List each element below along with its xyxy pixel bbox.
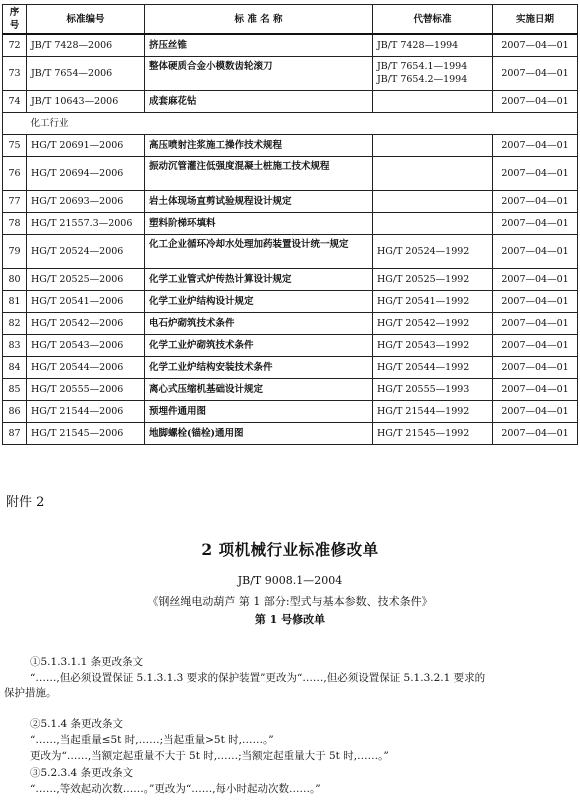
- cell-date: 2007—04—01: [493, 90, 578, 112]
- cell-replaced: JB/T 7654.1—1994 JB/T 7654.2—1994: [373, 56, 493, 90]
- section-spacer: [3, 112, 27, 134]
- cell-code: HG/T 21557.3—2006: [27, 212, 145, 234]
- cell-replaced: HG/T 20524—1992: [373, 234, 493, 268]
- table-header-row: [3, 5, 578, 35]
- cell-replaced: HG/T 20544—1992: [373, 356, 493, 378]
- cell-no: 73: [3, 56, 27, 90]
- cell-name: 高压喷射注浆施工操作技术规程: [145, 134, 373, 156]
- cell-name: 离心式压缩机基础设计规定: [145, 378, 373, 400]
- paragraph-1: ①5.1.3.1.1 条更改条文: [30, 656, 144, 668]
- cell-replaced: HG/T 21545—1992: [373, 422, 493, 444]
- cell-no: 86: [3, 400, 27, 422]
- paragraph-7: ③5.2.3.4 条更改条文: [30, 767, 134, 779]
- cell-no: 74: [3, 90, 27, 112]
- cell-name: 化学工业炉结构安装技术条件: [145, 356, 373, 378]
- cell-date: 2007—04—01: [493, 378, 578, 400]
- cell-no: 72: [3, 34, 27, 56]
- standard-title: 《钢丝绳电动葫芦 第 1 部分:型式与基本参数、技术条件》: [147, 595, 433, 608]
- cell-name: 整体硬质合金小模数齿轮滚刀: [145, 56, 373, 90]
- cell-replaced: [373, 190, 493, 212]
- cell-no: 84: [3, 356, 27, 378]
- cell-name: 化工企业循环冷却水处理加药装置设计统一规定: [145, 234, 373, 268]
- cell-name: 化学工业炉结构设计规定: [145, 290, 373, 312]
- cell-replaced: HG/T 20525—1992: [373, 268, 493, 290]
- cell-no: 82: [3, 312, 27, 334]
- cell-no: 83: [3, 334, 27, 356]
- header-no: 序号: [3, 5, 27, 35]
- cell-no: 76: [3, 156, 27, 190]
- cell-code: HG/T 21545—2006: [27, 422, 145, 444]
- table-row: [3, 312, 578, 334]
- standards-table: [2, 4, 578, 445]
- cell-code: HG/T 20542—2006: [27, 312, 145, 334]
- table-row: [3, 378, 578, 400]
- cell-replaced: HG/T 21544—1992: [373, 400, 493, 422]
- cell-date: 2007—04—01: [493, 312, 578, 334]
- cell-date: 2007—04—01: [493, 134, 578, 156]
- table-row: [3, 334, 578, 356]
- paragraph-3: 保护措施。: [4, 687, 57, 699]
- cell-code: HG/T 20691—2006: [27, 134, 145, 156]
- cell-name: 化学工业炉砌筑技术条件: [145, 334, 373, 356]
- cell-no: 75: [3, 134, 27, 156]
- cell-date: 2007—04—01: [493, 190, 578, 212]
- cell-code: HG/T 20693—2006: [27, 190, 145, 212]
- section-label: 化工行业: [27, 112, 578, 134]
- cell-name: 化学工业管式炉传热计算设计规定: [145, 268, 373, 290]
- paragraph-5: “……,当起重量≤5t 时,……;当起重量>5t 时,……。”: [30, 734, 274, 746]
- cell-name: 地脚螺栓(锚栓)通用图: [145, 422, 373, 444]
- cell-date: 2007—04—01: [493, 400, 578, 422]
- paragraph-6: 更改为“……,当额定起重量不大于 5t 时,……;当额定起重量大于 5t 时,……。”: [30, 750, 389, 762]
- cell-replaced: HG/T 20543—1992: [373, 334, 493, 356]
- table-row: [3, 212, 578, 234]
- cell-replaced: [373, 134, 493, 156]
- cell-name: 成套麻花钻: [145, 90, 373, 112]
- cell-replaced: [373, 90, 493, 112]
- table-row: [3, 56, 578, 90]
- table-row: [3, 190, 578, 212]
- cell-code: JB/T 7428—2006: [27, 34, 145, 56]
- cell-date: 2007—04—01: [493, 356, 578, 378]
- standard-number: JB/T 9008.1—2004: [237, 574, 343, 587]
- cell-code: HG/T 20694—2006: [27, 156, 145, 190]
- cell-date: 2007—04—01: [493, 290, 578, 312]
- table-row: [3, 268, 578, 290]
- header-replaced: 代替标准: [373, 5, 493, 35]
- table-row: [3, 34, 578, 56]
- header-code: 标准编号: [27, 5, 145, 35]
- cell-replaced: [373, 156, 493, 190]
- table-row: [3, 356, 578, 378]
- cell-code: HG/T 20541—2006: [27, 290, 145, 312]
- cell-code: HG/T 20525—2006: [27, 268, 145, 290]
- cell-no: 78: [3, 212, 27, 234]
- table-row: [3, 134, 578, 156]
- cell-code: JB/T 7654—2006: [27, 56, 145, 90]
- cell-replaced: [373, 212, 493, 234]
- cell-date: 2007—04—01: [493, 56, 578, 90]
- cell-date: 2007—04—01: [493, 34, 578, 56]
- cell-date: 2007—04—01: [493, 268, 578, 290]
- cell-name: 挤压丝锥: [145, 34, 373, 56]
- cell-no: 80: [3, 268, 27, 290]
- cell-no: 87: [3, 422, 27, 444]
- cell-no: 79: [3, 234, 27, 268]
- cell-code: HG/T 21544—2006: [27, 400, 145, 422]
- paragraph-4: ②5.1.4 条更改条文: [30, 718, 124, 730]
- paragraph-8: “……,等效起动次数……。”更改为“……,每小时起动次数……。”: [30, 783, 321, 795]
- cell-code: HG/T 20543—2006: [27, 334, 145, 356]
- amendment-number: 第 1 号修改单: [254, 613, 326, 626]
- section-row: [3, 112, 578, 134]
- cell-name: 塑料阶梯环填料: [145, 212, 373, 234]
- paragraph-2: “……,但必须设置保证 5.1.3.1.3 要求的保护装置”更改为“……,但必须设置保证 5.1.3.2.1 要求的: [30, 672, 486, 684]
- cell-replaced: HG/T 20542—1992: [373, 312, 493, 334]
- table-row: [3, 400, 578, 422]
- cell-code: HG/T 20555—2006: [27, 378, 145, 400]
- cell-code: HG/T 20524—2006: [27, 234, 145, 268]
- cell-replaced: HG/T 20541—1992: [373, 290, 493, 312]
- table-row: [3, 422, 578, 444]
- header-name: 标 准 名 称: [145, 5, 373, 35]
- table-row: [3, 234, 578, 268]
- cell-replaced: HG/T 20555—1993: [373, 378, 493, 400]
- cell-name: 振动沉管灌注低强度混凝土桩施工技术规程: [145, 156, 373, 190]
- table-row: [3, 156, 578, 190]
- cell-no: 81: [3, 290, 27, 312]
- cell-code: HG/T 20544—2006: [27, 356, 145, 378]
- header-date: 实施日期: [493, 5, 578, 35]
- cell-name: 岩土体现场直剪试验规程设计规定: [145, 190, 373, 212]
- cell-name: 预埋件通用图: [145, 400, 373, 422]
- cell-date: 2007—04—01: [493, 422, 578, 444]
- cell-replaced: JB/T 7428—1994: [373, 34, 493, 56]
- attachment-label: 附件 2: [6, 495, 45, 510]
- cell-no: 85: [3, 378, 27, 400]
- cell-date: 2007—04—01: [493, 234, 578, 268]
- cell-date: 2007—04—01: [493, 212, 578, 234]
- cell-code: JB/T 10643—2006: [27, 90, 145, 112]
- cell-name: 电石炉砌筑技术条件: [145, 312, 373, 334]
- table-row: [3, 90, 578, 112]
- table-body: [3, 34, 578, 444]
- amendment-title: 2 项机械行业标准修改单: [201, 540, 379, 559]
- cell-no: 77: [3, 190, 27, 212]
- cell-date: 2007—04—01: [493, 156, 578, 190]
- cell-date: 2007—04—01: [493, 334, 578, 356]
- table-row: [3, 290, 578, 312]
